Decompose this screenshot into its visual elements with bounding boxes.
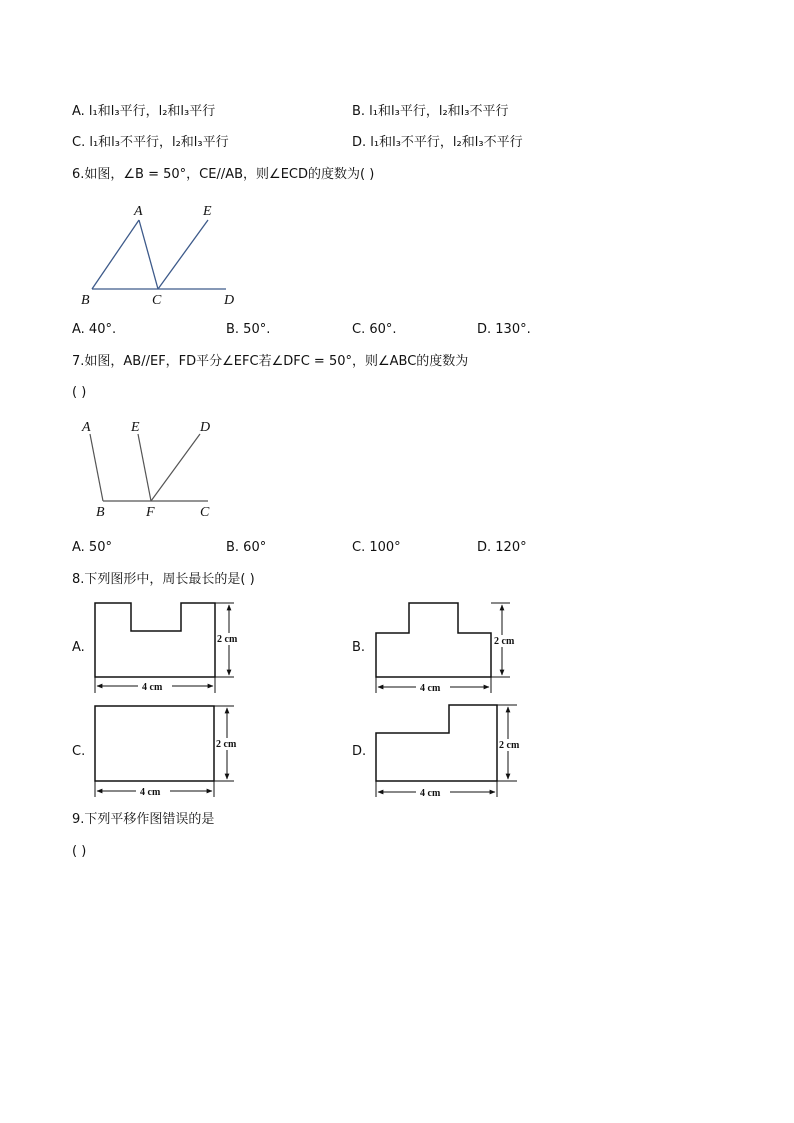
q9-stem: 9.下列平移作图错误的是 <box>72 812 215 827</box>
q6-option-b: B. 50°. <box>226 322 271 337</box>
point-d-label: D <box>224 293 235 308</box>
q7-option-b: B. 60° <box>226 540 267 555</box>
q8-figure-c <box>88 700 248 800</box>
q8-option-c-label: C. <box>72 744 86 759</box>
line-ac <box>139 220 158 289</box>
q7-option-a: A. 50° <box>72 540 112 555</box>
q7-stem: 7.如图，AB//EF，FD平分∠EFC若∠DFC = 50°，则∠ABC的度数为 <box>72 354 469 369</box>
q8-option-a-label: A. <box>72 640 85 655</box>
height-label: 2 cm <box>494 636 515 647</box>
q5-option-c: C. l₁和l₃不平行，l₂和l₃平行 <box>72 135 229 150</box>
q5-option-b: B. l₁和l₃平行，l₂和l₃不平行 <box>352 104 509 119</box>
line-ab <box>90 434 103 501</box>
q6-option-d: D. 130°. <box>477 322 531 337</box>
point-c-label: C <box>200 505 210 520</box>
q7-option-d: D. 120° <box>477 540 527 555</box>
q7-figure <box>72 414 222 524</box>
q7-paren: ( ) <box>72 385 87 400</box>
q9-paren: ( ) <box>72 844 87 859</box>
point-a-label: A <box>134 204 143 219</box>
q6-option-c: C. 60°. <box>352 322 397 337</box>
q8-option-d-label: D. <box>352 744 367 759</box>
width-label: 4 cm <box>142 682 163 693</box>
width-label: 4 cm <box>420 788 441 799</box>
point-e-label: E <box>203 204 212 219</box>
width-label: 4 cm <box>140 787 161 798</box>
q6-option-a: A. 40°. <box>72 322 117 337</box>
q7-option-c: C. 100° <box>352 540 401 555</box>
line-ce <box>158 220 208 289</box>
q8-figure-b <box>370 597 530 697</box>
height-label: 2 cm <box>216 739 237 750</box>
width-label: 4 cm <box>420 683 441 694</box>
line-ab <box>92 220 139 289</box>
point-d-label: D <box>200 420 211 435</box>
line-fd <box>151 434 200 501</box>
q6-stem: 6.如图，∠B = 50°，CE//AB，则∠ECD的度数为( ) <box>72 167 375 182</box>
line-ef <box>138 434 151 501</box>
point-e-label: E <box>131 420 140 435</box>
height-label: 2 cm <box>217 634 238 645</box>
q5-option-d: D. l₁和l₃不平行，l₂和l₃不平行 <box>352 135 523 150</box>
q6-figure <box>72 198 252 310</box>
height-label: 2 cm <box>499 740 520 751</box>
q8-figure-a <box>88 597 248 697</box>
point-b-label: B <box>96 505 105 520</box>
point-c-label: C <box>152 293 162 308</box>
point-f-label: F <box>146 505 155 520</box>
q8-option-b-label: B. <box>352 640 366 655</box>
q5-option-a: A. l₁和l₃平行，l₂和l₃平行 <box>72 104 216 119</box>
q8-figure-d <box>370 700 530 800</box>
q8-stem: 8.下列图形中，周长最长的是( ) <box>72 572 255 587</box>
point-b-label: B <box>81 293 90 308</box>
point-a-label: A <box>82 420 91 435</box>
